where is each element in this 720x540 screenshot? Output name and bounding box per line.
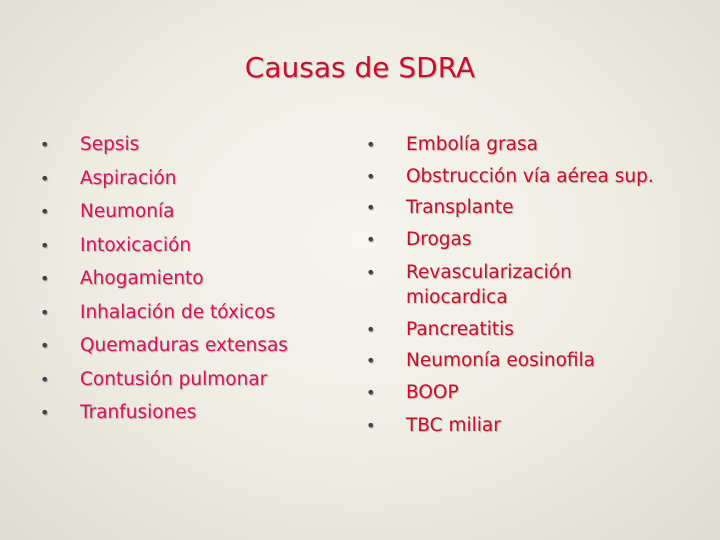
bullet-icon: • <box>366 197 376 217</box>
list-item <box>366 376 676 409</box>
bullet-icon: • <box>40 135 50 154</box>
bullet-icon: • <box>366 229 376 249</box>
bullet-icon: • <box>40 336 50 355</box>
bullet-icon: • <box>40 403 50 422</box>
list-item <box>366 192 676 224</box>
list-item <box>40 262 288 296</box>
list-item-text: TBC miliar <box>406 414 501 436</box>
slide-title: Causas de SDRA <box>244 51 476 84</box>
right-bullet-list <box>366 128 676 442</box>
list-item-text: Quemaduras extensas <box>80 335 288 356</box>
list-item <box>366 409 676 442</box>
bullet-icon: • <box>366 382 376 402</box>
list-item <box>366 256 676 314</box>
list-item-text: Aspiración <box>80 167 177 189</box>
bullet-icon: • <box>366 319 376 339</box>
list-item-text: Ahogamiento <box>80 268 204 289</box>
list-item <box>40 195 288 229</box>
left-bullet-list <box>40 128 288 430</box>
list-item-text: Contusión pulmonar <box>80 368 268 390</box>
list-item-text: BOOP <box>406 381 459 403</box>
bullet-icon: • <box>40 168 50 188</box>
list-item <box>40 363 288 397</box>
bullet-icon: • <box>366 262 376 282</box>
list-item-text: Sepsis <box>80 134 140 155</box>
bullet-icon: • <box>40 269 50 288</box>
list-item <box>366 162 676 192</box>
list-item-text: Intoxicación <box>80 234 192 256</box>
bullet-icon: • <box>40 369 50 389</box>
list-item-text: Pancreatitis <box>406 318 514 340</box>
list-item-text: Drogas <box>406 228 472 250</box>
list-item-text: Obstrucción vía aérea sup. <box>406 165 654 187</box>
list-item <box>366 128 676 162</box>
list-item <box>40 128 288 162</box>
list-item-text: Tranfusiones <box>80 402 197 423</box>
list-item-text: Embolía grasa <box>406 134 538 155</box>
list-item <box>40 296 288 330</box>
bullet-icon: • <box>366 166 376 186</box>
list-item <box>40 329 288 363</box>
list-item <box>366 314 676 345</box>
list-item <box>366 345 676 376</box>
list-item <box>40 162 288 196</box>
list-item-text: Inhalación de tóxicos <box>80 301 276 323</box>
bullet-icon: • <box>40 202 50 221</box>
list-item-text: Neumonía <box>80 201 175 222</box>
bullet-icon: • <box>366 135 376 154</box>
bullet-icon: • <box>40 235 50 255</box>
list-item <box>40 229 288 263</box>
list-item-text: Revascularización miocardica <box>406 261 572 308</box>
list-item <box>366 224 676 256</box>
bullet-icon: • <box>366 415 376 435</box>
list-item-text: Transplante <box>406 196 514 218</box>
bullet-icon: • <box>366 350 376 370</box>
list-item <box>40 396 288 430</box>
list-item-text: Neumonía eosinofila <box>406 349 596 371</box>
bullet-icon: • <box>40 302 50 322</box>
